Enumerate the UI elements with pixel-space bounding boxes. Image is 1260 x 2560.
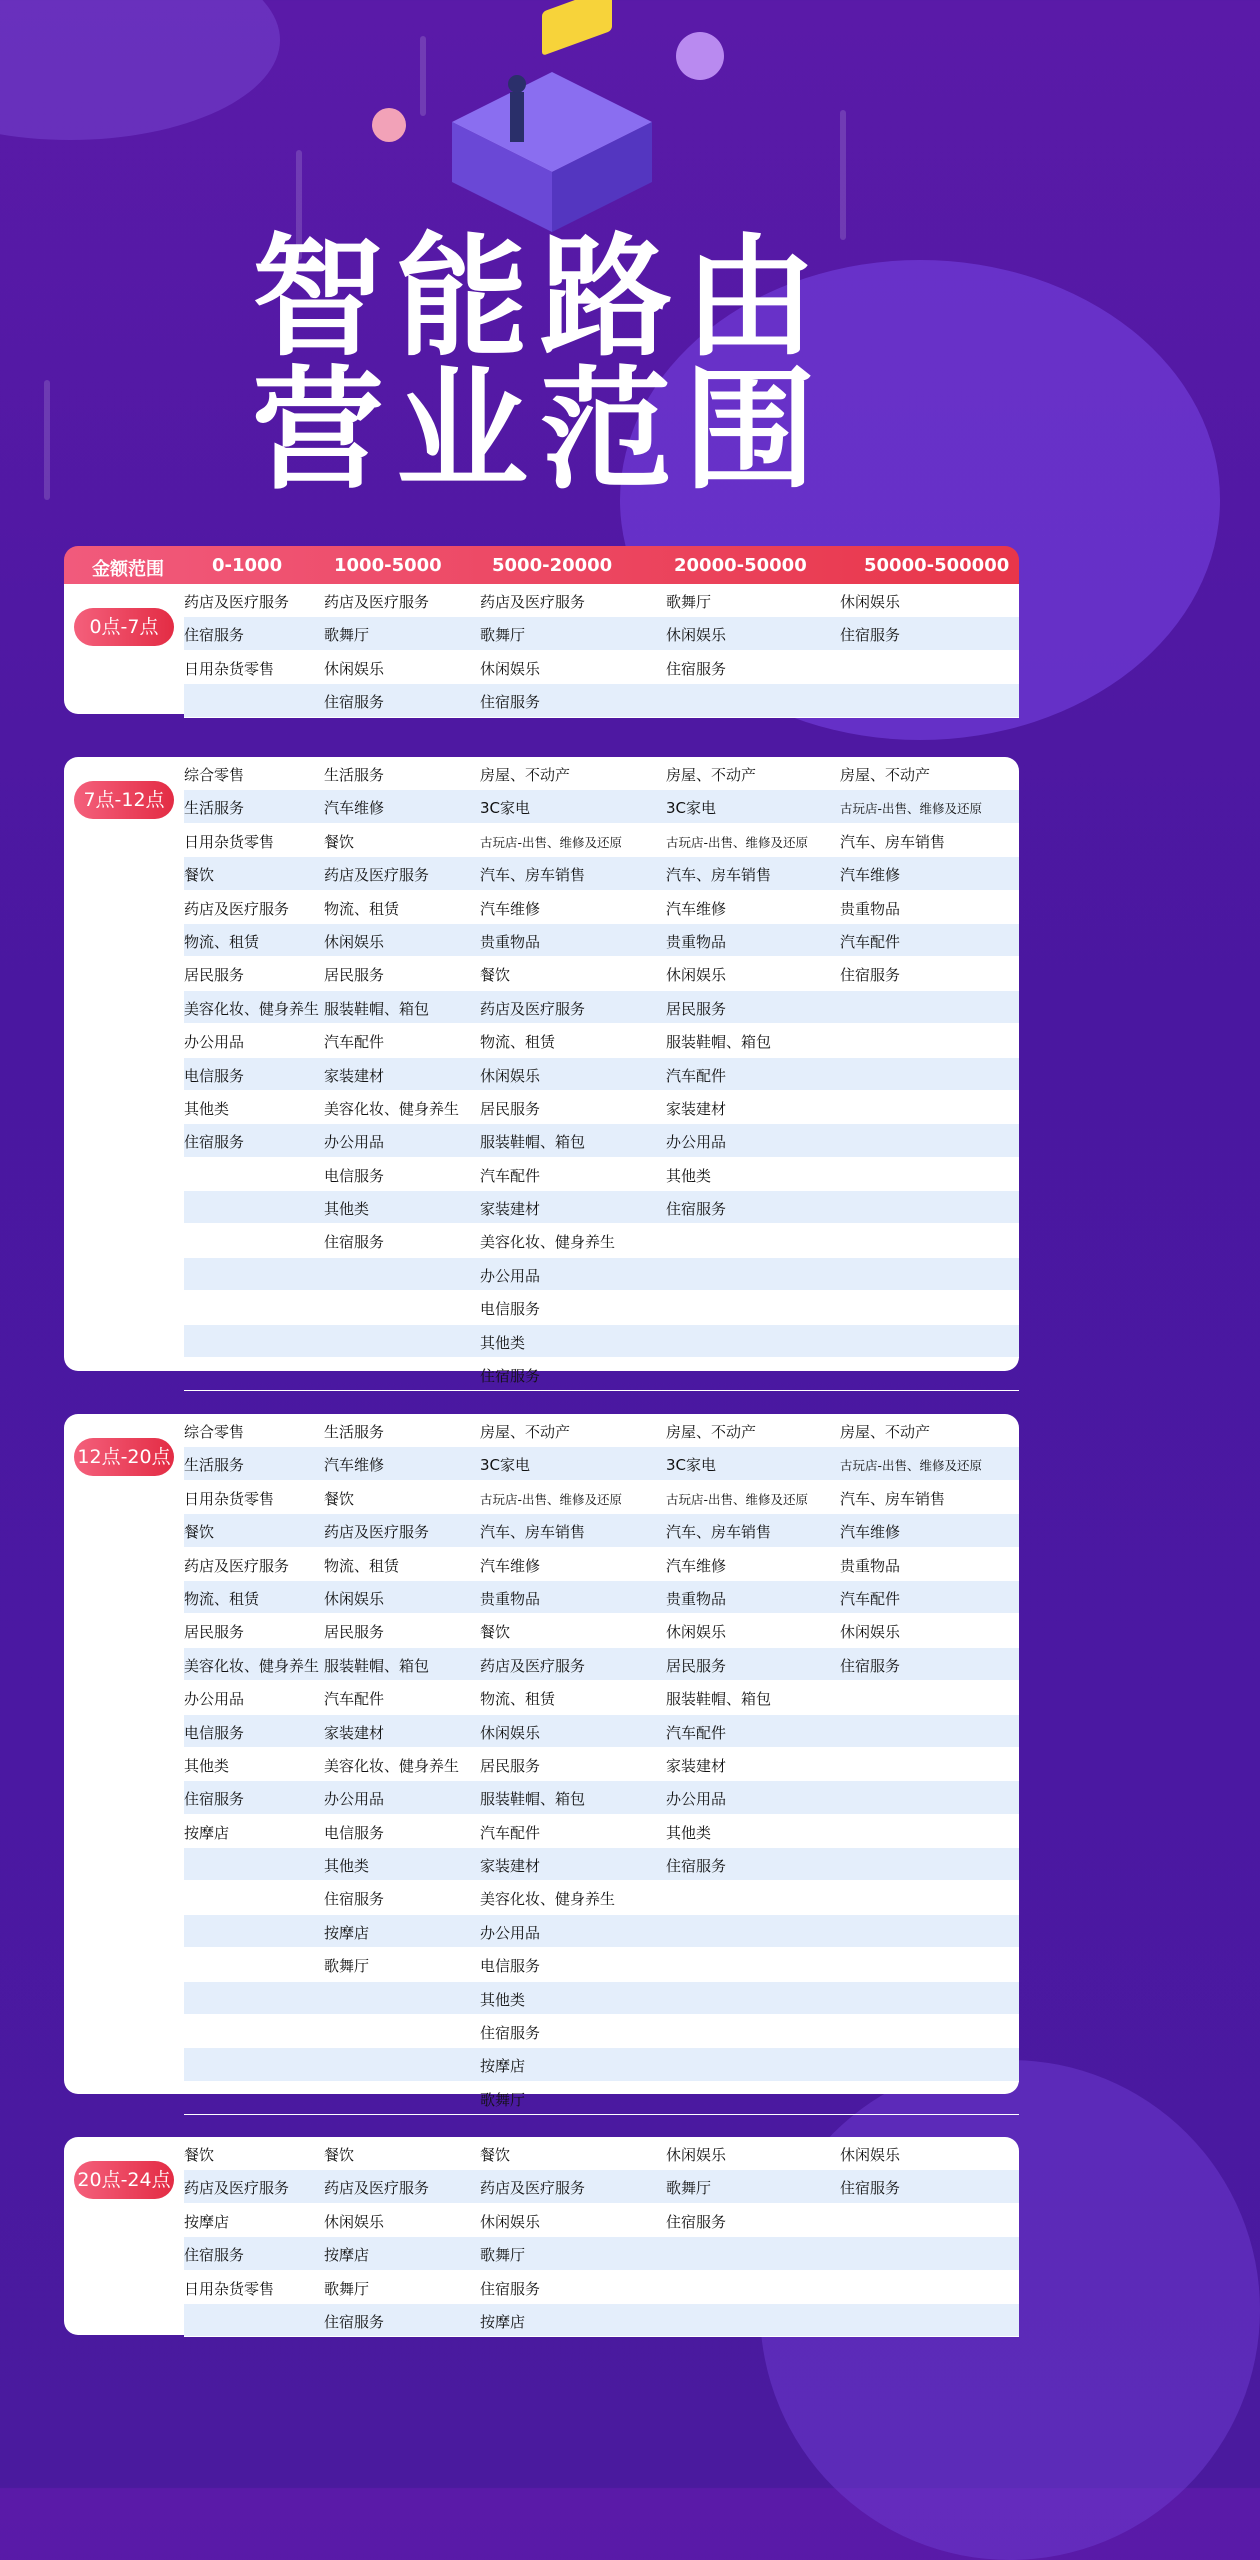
table-cell: 综合零售 — [184, 1423, 245, 1441]
table-cell: 餐饮 — [184, 866, 215, 885]
table-cell: 汽车维修 — [480, 1556, 541, 1575]
table-header — [64, 546, 1019, 584]
table-cell: 家装建材 — [480, 1200, 541, 1219]
table-cell: 住宿服务 — [480, 2279, 541, 2298]
table-cell: 住宿服务 — [666, 659, 727, 678]
table-cell: 住宿服务 — [324, 2312, 385, 2331]
table-cell: 居民服务 — [324, 966, 385, 985]
table-cell: 3C家电 — [666, 799, 717, 818]
table-cell: 居民服务 — [666, 1656, 727, 1675]
table-cell: 休闲娱乐 — [666, 966, 727, 985]
table-row — [184, 2082, 1019, 2115]
table-cell: 汽车、房车销售 — [480, 866, 586, 885]
table-cell: 按摩店 — [184, 1823, 230, 1842]
table-cell: 美容化妆、健身养生 — [184, 1656, 320, 1675]
table-row — [184, 1548, 1019, 1581]
table-row — [184, 1414, 1019, 1447]
table-cell: 休闲娱乐 — [666, 2146, 727, 2164]
table-cell: 物流、租赁 — [480, 1033, 556, 1052]
table-cell: 住宿服务 — [324, 1233, 385, 1252]
table-cell: 休闲娱乐 — [324, 659, 385, 678]
table-row — [184, 790, 1019, 823]
table-cell: 按摩店 — [480, 2057, 526, 2076]
table-cell: 餐饮 — [480, 2146, 511, 2164]
table-row — [184, 1715, 1019, 1748]
table-row — [184, 1191, 1019, 1224]
table-cell: 住宿服务 — [184, 1133, 245, 1152]
table-cell: 家装建材 — [324, 1723, 385, 1742]
table-cell: 住宿服务 — [480, 693, 541, 712]
table-cell: 药店及医疗服务 — [184, 899, 290, 918]
table-cell: 休闲娱乐 — [324, 2212, 385, 2231]
table-cell: 3C家电 — [480, 1456, 531, 1475]
table-cell: 汽车、房车销售 — [840, 832, 946, 851]
table-cell: 汽车、房车销售 — [480, 1523, 586, 1542]
table-cell: 居民服务 — [184, 966, 245, 985]
table-cell: 日用杂货零售 — [184, 1489, 275, 1508]
table-row — [184, 991, 1019, 1024]
table-cell: 餐饮 — [480, 966, 511, 985]
table-row — [184, 2048, 1019, 2081]
time-badge: 0点-7点 — [74, 608, 174, 646]
table-cell: 汽车维修 — [324, 1456, 385, 1475]
table-cell: 贵重物品 — [666, 932, 727, 951]
section-grid — [184, 584, 1019, 718]
table-cell: 日用杂货零售 — [184, 832, 275, 851]
section-panel-3 — [64, 2137, 1019, 2335]
table-cell: 住宿服务 — [324, 1890, 385, 1909]
table-row — [184, 1648, 1019, 1681]
table-row — [184, 1358, 1019, 1391]
table-cell: 餐饮 — [324, 1489, 355, 1508]
table-cell: 休闲娱乐 — [666, 1623, 727, 1642]
table-cell: 汽车维修 — [324, 799, 385, 818]
table-cell: 古玩店-出售、维修及还原 — [840, 801, 983, 817]
table-cell: 汽车维修 — [666, 1556, 727, 1575]
table-cell: 汽车、房车销售 — [666, 1523, 772, 1542]
table-row — [184, 857, 1019, 890]
table-cell: 居民服务 — [184, 1623, 245, 1642]
table-row — [184, 1948, 1019, 1981]
table-row — [184, 1024, 1019, 1057]
table-row — [184, 924, 1019, 957]
table-cell: 按摩店 — [324, 1923, 370, 1942]
table-cell: 汽车维修 — [666, 899, 727, 918]
table-cell: 美容化妆、健身养生 — [324, 1756, 460, 1775]
table-cell: 服装鞋帽、箱包 — [480, 1133, 586, 1152]
table-cell: 其他类 — [324, 1200, 370, 1219]
table-cell: 住宿服务 — [480, 2024, 541, 2043]
table-cell: 居民服务 — [480, 1756, 541, 1775]
section-grid — [184, 2137, 1019, 2337]
table-cell: 居民服务 — [666, 999, 727, 1018]
table-row — [184, 2304, 1019, 2337]
table-cell: 美容化妆、健身养生 — [324, 1099, 460, 1118]
table-cell: 住宿服务 — [184, 626, 245, 645]
table-row — [184, 1158, 1019, 1191]
table-row — [184, 1291, 1019, 1324]
table-cell: 药店及医疗服务 — [324, 866, 430, 885]
table-cell: 古玩店-出售、维修及还原 — [840, 1458, 983, 1474]
table-cell: 住宿服务 — [666, 1857, 727, 1876]
table-cell: 电信服务 — [184, 1066, 245, 1085]
table-cell: 居民服务 — [480, 1099, 541, 1118]
table-row — [184, 2170, 1019, 2203]
table-cell: 汽车配件 — [840, 1589, 901, 1608]
table-cell: 房屋、不动产 — [480, 1423, 571, 1441]
table-row — [184, 957, 1019, 990]
table-cell: 物流、租赁 — [324, 899, 400, 918]
table-cell: 汽车配件 — [666, 1723, 727, 1742]
table-cell: 药店及医疗服务 — [480, 2179, 586, 2198]
table-row — [184, 1915, 1019, 1948]
table-cell: 古玩店-出售、维修及还原 — [666, 1491, 809, 1507]
table-cell: 住宿服务 — [840, 2179, 901, 2198]
table-cell: 汽车维修 — [840, 1523, 901, 1542]
table-cell: 房屋、不动产 — [666, 766, 757, 784]
table-cell: 药店及医疗服务 — [480, 1656, 586, 1675]
table-cell: 贵重物品 — [840, 1556, 901, 1575]
table-row — [184, 1447, 1019, 1480]
table-cell: 服装鞋帽、箱包 — [324, 999, 430, 1018]
table-row — [184, 1481, 1019, 1514]
table-cell: 药店及医疗服务 — [324, 593, 430, 611]
table-row — [184, 1681, 1019, 1714]
table-cell: 歌舞厅 — [480, 2246, 526, 2265]
table-cell: 歌舞厅 — [666, 593, 712, 611]
table-cell: 贵重物品 — [480, 1589, 541, 1608]
table-cell: 古玩店-出售、维修及还原 — [480, 1491, 623, 1507]
table-row — [184, 824, 1019, 857]
table-cell: 服装鞋帽、箱包 — [666, 1033, 772, 1052]
table-cell: 古玩店-出售、维修及还原 — [666, 834, 809, 850]
table-cell: 其他类 — [324, 1857, 370, 1876]
time-badge: 12点-20点 — [74, 1438, 174, 1476]
table-cell: 服装鞋帽、箱包 — [666, 1690, 772, 1709]
table-cell: 按摩店 — [184, 2212, 230, 2231]
table-cell: 休闲娱乐 — [480, 1723, 541, 1742]
table-cell: 歌舞厅 — [324, 2279, 370, 2298]
table-cell: 住宿服务 — [666, 1200, 727, 1219]
table-cell: 汽车配件 — [666, 1066, 727, 1085]
table-cell: 住宿服务 — [184, 1790, 245, 1809]
table-cell: 贵重物品 — [840, 899, 901, 918]
table-cell: 办公用品 — [324, 1790, 385, 1809]
table-cell: 房屋、不动产 — [480, 766, 571, 784]
table-cell: 餐饮 — [184, 2146, 215, 2164]
background-circle — [0, 0, 280, 140]
table-cell: 休闲娱乐 — [480, 2212, 541, 2231]
table-row — [184, 2137, 1019, 2170]
section-panel-1 — [64, 757, 1019, 1386]
table-row — [184, 1614, 1019, 1647]
table-cell: 办公用品 — [666, 1133, 727, 1152]
table-cell: 电信服务 — [184, 1723, 245, 1742]
table-cell: 休闲娱乐 — [666, 626, 727, 645]
table-row — [184, 617, 1019, 650]
table-cell: 服装鞋帽、箱包 — [324, 1656, 430, 1675]
table-row — [184, 1091, 1019, 1124]
header-col: 5000-20000 — [492, 555, 613, 576]
table-row — [184, 2204, 1019, 2237]
table-cell: 办公用品 — [480, 1266, 541, 1285]
table-cell: 餐饮 — [324, 2146, 355, 2164]
table-cell: 电信服务 — [480, 1957, 541, 1976]
table-row — [184, 1815, 1019, 1848]
section-panel-2 — [64, 1414, 1019, 2109]
header-col: 1000-5000 — [334, 555, 442, 576]
table-cell: 物流、租赁 — [184, 932, 260, 951]
table-cell: 生活服务 — [184, 799, 245, 818]
table-row — [184, 1748, 1019, 1781]
table-cell: 汽车、房车销售 — [666, 866, 772, 885]
page-title: 智能路由 — [252, 221, 828, 375]
table-cell: 休闲娱乐 — [324, 1589, 385, 1608]
table-cell: 家装建材 — [666, 1099, 727, 1118]
table-cell: 生活服务 — [324, 1423, 385, 1441]
table-cell: 歌舞厅 — [480, 626, 526, 645]
table-cell: 美容化妆、健身养生 — [184, 999, 320, 1018]
decorative-line — [840, 110, 846, 240]
table-cell: 餐饮 — [184, 1523, 215, 1542]
table-row — [184, 1224, 1019, 1257]
section-panel-0 — [64, 584, 1019, 714]
table-cell: 家装建材 — [480, 1857, 541, 1876]
table-cell: 房屋、不动产 — [840, 1423, 931, 1441]
table-cell: 汽车配件 — [480, 1823, 541, 1842]
time-badge: 7点-12点 — [74, 781, 174, 819]
table-cell: 歌舞厅 — [666, 2179, 712, 2198]
table-cell: 家装建材 — [666, 1756, 727, 1775]
table-cell: 住宿服务 — [184, 2246, 245, 2265]
table-cell: 房屋、不动产 — [840, 766, 931, 784]
table-cell: 3C家电 — [666, 1456, 717, 1475]
table-cell: 其他类 — [666, 1823, 712, 1842]
table-cell: 药店及医疗服务 — [324, 2179, 430, 2198]
table-row — [184, 757, 1019, 790]
table-cell: 日用杂货零售 — [184, 2279, 275, 2298]
table-cell: 办公用品 — [324, 1133, 385, 1152]
table-cell: 古玩店-出售、维修及还原 — [480, 834, 623, 850]
table-row — [184, 2015, 1019, 2048]
table-cell: 电信服务 — [324, 1823, 385, 1842]
background-circle — [372, 108, 406, 142]
table-row — [184, 584, 1019, 617]
table-cell: 贵重物品 — [666, 1589, 727, 1608]
table-cell: 办公用品 — [480, 1923, 541, 1942]
header-col: 50000-500000 — [864, 555, 1010, 576]
table-cell: 物流、租赁 — [184, 1589, 260, 1608]
table-cell: 汽车配件 — [324, 1033, 385, 1052]
table-cell: 办公用品 — [666, 1790, 727, 1809]
table-cell: 汽车维修 — [840, 866, 901, 885]
table-cell: 家装建材 — [324, 1066, 385, 1085]
table-cell: 办公用品 — [184, 1033, 245, 1052]
table-cell: 电信服务 — [480, 1300, 541, 1319]
table-cell: 其他类 — [666, 1166, 712, 1185]
table-cell: 其他类 — [480, 1333, 526, 1352]
table-row — [184, 2271, 1019, 2304]
table-row — [184, 2237, 1019, 2270]
table-row — [184, 684, 1019, 717]
table-cell: 其他类 — [184, 1099, 230, 1118]
table-cell: 贵重物品 — [480, 932, 541, 951]
table-cell: 休闲娱乐 — [840, 1623, 901, 1642]
header-label: 金额范围 — [92, 559, 164, 580]
table-cell: 药店及医疗服务 — [324, 1523, 430, 1542]
page-subtitle: 营业范围 — [252, 354, 828, 508]
table-cell: 其他类 — [480, 1990, 526, 2009]
table-cell: 生活服务 — [184, 1456, 245, 1475]
table-cell: 美容化妆、健身养生 — [480, 1890, 616, 1909]
table-row — [184, 1781, 1019, 1814]
header-col: 0-1000 — [212, 555, 283, 576]
section-grid — [184, 757, 1019, 1391]
table-cell: 住宿服务 — [840, 626, 901, 645]
table-cell: 其他类 — [184, 1756, 230, 1775]
background-circle — [676, 32, 724, 80]
server-illustration-icon — [432, 52, 672, 232]
table-cell: 办公用品 — [184, 1690, 245, 1709]
table-cell: 电信服务 — [324, 1166, 385, 1185]
section-grid — [184, 1414, 1019, 2115]
table-cell: 住宿服务 — [480, 1367, 541, 1386]
table-cell: 休闲娱乐 — [840, 593, 901, 611]
table-cell: 综合零售 — [184, 766, 245, 784]
table-cell: 住宿服务 — [840, 1656, 901, 1675]
table-row — [184, 1514, 1019, 1547]
table-cell: 歌舞厅 — [324, 626, 370, 645]
table-row — [184, 1581, 1019, 1614]
table-cell: 药店及医疗服务 — [480, 999, 586, 1018]
table-cell: 汽车配件 — [480, 1166, 541, 1185]
table-row — [184, 1124, 1019, 1157]
table-cell: 汽车维修 — [480, 899, 541, 918]
table-cell: 汽车、房车销售 — [840, 1489, 946, 1508]
table-cell: 餐饮 — [480, 1623, 511, 1642]
table-cell: 3C家电 — [480, 799, 531, 818]
table-row — [184, 651, 1019, 684]
table-cell: 休闲娱乐 — [324, 932, 385, 951]
table-cell: 药店及医疗服务 — [480, 593, 586, 611]
table-row — [184, 1982, 1019, 2015]
time-badge: 20点-24点 — [74, 2161, 174, 2199]
table-row — [184, 891, 1019, 924]
table-cell: 歌舞厅 — [480, 2090, 526, 2109]
table-cell: 按摩店 — [324, 2246, 370, 2265]
decorative-line — [420, 36, 426, 116]
table-row — [184, 1848, 1019, 1881]
table-row — [184, 1058, 1019, 1091]
table-cell: 生活服务 — [324, 766, 385, 784]
table-cell: 日用杂货零售 — [184, 659, 275, 678]
table-cell: 物流、租赁 — [324, 1556, 400, 1575]
table-cell: 住宿服务 — [324, 693, 385, 712]
table-cell: 歌舞厅 — [324, 1957, 370, 1976]
table-cell: 按摩店 — [480, 2312, 526, 2331]
header-col: 20000-50000 — [674, 555, 807, 576]
table-cell: 住宿服务 — [666, 2212, 727, 2231]
table-cell: 物流、租赁 — [480, 1690, 556, 1709]
table-cell: 汽车配件 — [840, 932, 901, 951]
table-cell: 休闲娱乐 — [840, 2146, 901, 2164]
table-cell: 休闲娱乐 — [480, 659, 541, 678]
table-cell: 服装鞋帽、箱包 — [480, 1790, 586, 1809]
table-cell: 汽车配件 — [324, 1690, 385, 1709]
table-row — [184, 1325, 1019, 1358]
table-cell: 住宿服务 — [840, 966, 901, 985]
table-cell: 美容化妆、健身养生 — [480, 1233, 616, 1252]
table-cell: 居民服务 — [324, 1623, 385, 1642]
table-row — [184, 1258, 1019, 1291]
table-row — [184, 1881, 1019, 1914]
table-cell: 餐饮 — [324, 832, 355, 851]
table-cell: 休闲娱乐 — [480, 1066, 541, 1085]
table-cell: 房屋、不动产 — [666, 1423, 757, 1441]
table-cell: 药店及医疗服务 — [184, 1556, 290, 1575]
table-cell: 药店及医疗服务 — [184, 593, 290, 611]
table-cell: 药店及医疗服务 — [184, 2179, 290, 2198]
